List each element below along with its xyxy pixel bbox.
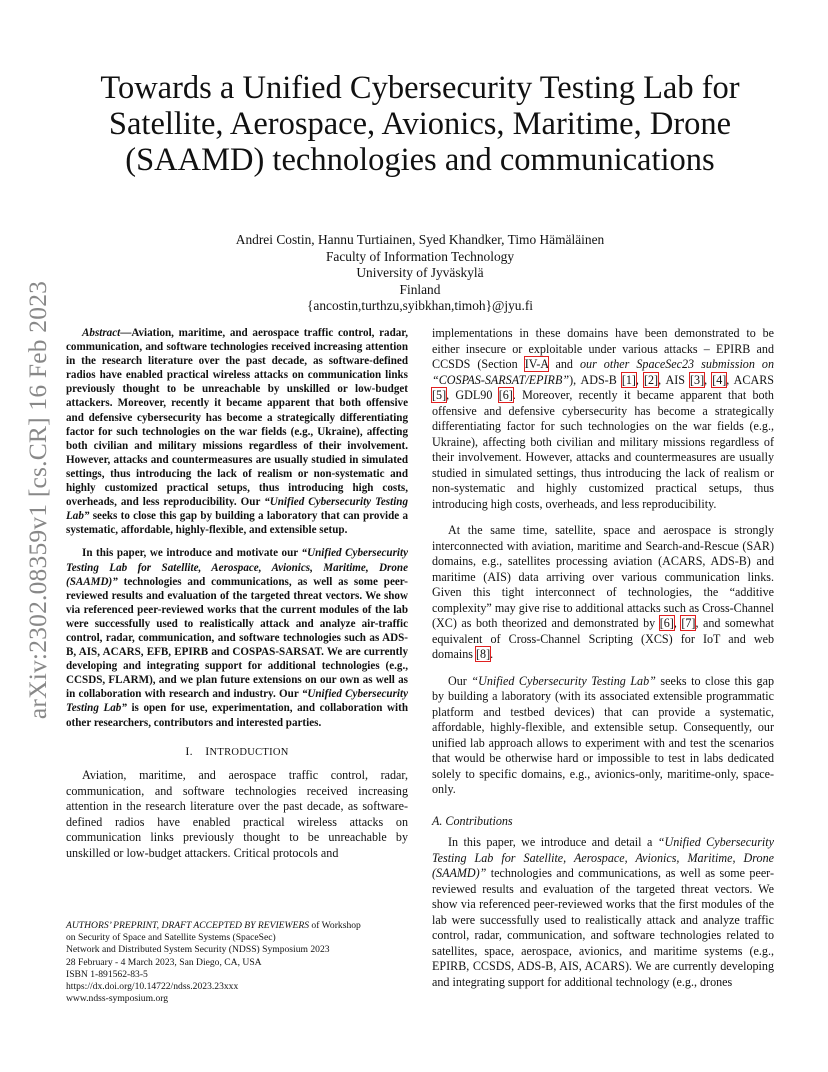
right-paragraph-4 [432,835,774,990]
section-number: I. [185,743,193,758]
citation-link-3[interactable]: [3] [690,372,705,387]
footnote-line-1 [66,920,408,932]
citation-link-2[interactable]: [2] [643,372,659,387]
intro-paragraph-1: Aviation, maritime, and aerospace traffic control, radar, communication, and software technologies received increasing attention in the research literature over the past decade, as software-defined radios have enabled practical wireless attacks on communication links previously thought to be unreachable by unskilled or low-budget attackers. Critical protocols and [66,768,408,860]
footnote-doi-link[interactable]: https://dx.doi.org/10.14722/ndss.2023.23xxx [66,981,239,993]
author-emails[interactable]: {ancostin,turthzu,syibkhan,timoh}@jyu.fi [306,298,534,314]
text: Our [448,673,472,688]
footnote-lead: AUTHORS’ PREPRINT, DRAFT ACCEPTED BY REVIEWERS [66,920,310,931]
italic-lab-title: “Unified Cybersecurity Testing Lab for Satellite, Aerospace, Avionics, Maritime, Drone (SAAMD)” [432,835,774,880]
text: At the same time, satellite, space and aerospace is strongly interconnected with aviation, maritime and Search-and-Rescue (SAR) domains, e.g., satellites processing aviation (ACARS, ADS-B) and maritime (AIS) data arriving over various communication links. Given this tight interconnect of technologies, the “additive complexity” may give rise to additional attacks such as Cross-Channel (XC) as both theorized and demonstrated by [432,523,774,630]
footnote [66,920,408,1005]
abstract-text-1: Aviation, maritime, and aerospace traffic control, radar, communication, and software technologies received increasing attention in the research literature over the past decade, as software-defined radios have enabled practical wireless attacks on communication links previously thought to be unreachable by unskilled or low-budget attackers. Moreover, recently it became apparent that both offensive and defensive cybersecurity has become a strategically differentiating factor for such technologies on the war fields (e.g., Ukraine), affecting both civilian and military missions regardless of their involvement. However, attacks and countermeasures are usually studied in simulated settings, thus introducing the lack of realism or non-systematic and highly customized practical setups, thus introducing high costs, overheads, and less reproducibility. Our [66,327,408,509]
text: ), ADS-B [569,372,622,387]
text: . Moreover, recently it became apparent that both offensive and defensive cybersecurity has become a strategically differentiating factor for such technologies on the war fields (e.g., Ukraine), affecting both civilian and military missions regardless of their involvement. However, attacks and countermeasures are usually studied in simulated settings, thus introducing the lack of realism or non-systematic and highly customized practical setups, thus introducing high costs, overheads, and less reproducibility. [432,388,774,511]
text: , ACARS [726,372,775,387]
paper-title [70,70,770,178]
citation-link-7[interactable]: [7] [681,616,696,630]
italic-lab-name: “Unified Cybersecurity Testing Lab” [471,673,656,688]
text: , AIS [658,372,691,387]
text: , and somewhat equivalent of Cross-Channel Scripting (XCS) for IoT and web domains [432,616,775,661]
right-paragraph-3 [432,674,774,798]
footnote-line-3: Network and Distributed System Security (NDSS) Symposium 2023 [66,944,330,956]
title-line-1: Towards a Unified Cybersecurity Testing Lab for [100,70,740,106]
title-line-3: (SAAMD) technologies and communications [125,142,715,178]
section-title-rest: NTRODUCTION [209,746,289,758]
arxiv-margin [8,280,68,720]
affiliation-university: University of Jyväskylä [356,265,484,281]
affiliation-faculty: Faculty of Information Technology [325,248,515,264]
subsection-heading-contributions: A. Contributions [432,813,513,828]
abstract-lab-name-2: “Unified Cybersecurity Testing Lab” [66,688,409,715]
footnote-line-5: ISBN 1-891562-83-5 [66,968,148,980]
footnote-of: of Workshop [309,920,361,931]
abstract-lab-title: “Unified Cybersecurity Testing Lab for Satellite, Aerospace, Avionics, Maritime, Drone (SAAMD)” [66,547,409,588]
citation-link-5[interactable]: [5] [432,388,447,402]
citation-link-6b[interactable]: [6] [659,616,674,630]
italic-text: our other SpaceSec23 submission on “COSPAS-SARSAT/EPIRB” [432,357,775,387]
affiliation-country: Finland [399,281,441,297]
footnote-line-4: 28 February - 4 March 2023, San Diego, CA, USA [66,956,262,968]
abstract-lab-name: “Unified Cybersecurity Testing Lab” [66,496,408,523]
title-line-2: Satellite, Aerospace, Avionics, Maritime, Drone [108,106,732,142]
text: , GDL90 [446,388,499,402]
left-column [66,326,408,861]
text: implementations in these domains have been demonstrated to be either insecure or exploitable under various attacks – EPIRB and CCSDS (Section [432,326,774,371]
abstract-label: Abstract [82,327,121,339]
arxiv-identifier[interactable]: arXiv:2302.08359v1 [cs.CR] 16 Feb 2023 [23,280,52,720]
citation-link-1[interactable]: [1] [621,372,636,387]
citation-link-6[interactable]: [6] [498,388,513,402]
abstract-dash: — [120,327,132,339]
abstract-paragraph-1 [66,326,408,537]
text: seeks to close this gap by building a laboratory (with its associated extensible programmatic platform and testbed devices) that can provide a systematic, affordable, highly-flexible, and extensible setup. Consequently, our unified lab approach allows to experiment with and test the scenarios that would be otherwise hard or impossible to test in labs dedicated solely to specific domains, e.g., avionics-only, maritime-only, space-only. [432,673,774,796]
author-block [120,232,720,315]
abstract-text-2b: technologies and communications, as well as some peer-reviewed results and evaluation of the targeted threat vectors. We show via referenced peer-reviewed works that the current modules of the lab were successfully used to realistically attack and analyze air-traffic control, radar, communication, and software technologies such as ADS-B, AIS, ACARS, EFB, EPIRB and COSPAS-SARSAT. We are currently developing and integrating support for additional technologies (e.g., CCSDS, FLARM), and we plan future extensions on our own as well as in collaboration with research and industry. Our [66,575,408,701]
abstract-text-2c: is open for use, experimentation, and collaboration with other researchers, contributors and interested parties. [66,702,409,729]
right-paragraph-2: At the same time, satellite, space and aerospace is strongly interconnected with aviation, maritime and Search-and-Rescue (SAR) domains, e.g., satellites processing aviation (ACARS, ADS-B) and maritime (AIS) data arriving over various communication links. Given this tight interconnect of technologies, the “additive complexity” may give rise to additional attacks such as Cross-Channel (XC) as both theorized and demonstrated by [6], [7], and somewhat equivalent of Cross-Channel Scripting (XCS) for IoT and web domains [8]. [432,523,775,661]
right-column [432,326,774,990]
section-heading-introduction [66,744,408,761]
citation-link-4[interactable]: [4] [712,372,727,387]
text: and [548,357,580,371]
footnote-website-link[interactable]: www.ndss-symposium.org [66,993,169,1005]
abstract-paragraph-2 [66,546,408,729]
abstract-text-2a: In this paper, we introduce and motivate our [82,547,302,560]
author-names: Andrei Costin, Hannu Turtiainen, Syed Khandker, Timo Hämäläinen [235,232,605,247]
right-paragraph-1: implementations in these domains have been demonstrated to be either insecure or exploitable under various attacks – EPIRB and CCSDS (Section IV-A and our other SpaceSec23 submission on “COSPAS-SARSAT/EPIRB”), ADS-B [1], [2], AIS [3], [4], ACARS [5], GDL90 [6]. Moreover, recently it became apparent that both offensive and defensive cybersecurity has become a strategically differentiating factor for such technologies on the war fields (e.g., Ukraine), affecting both civilian and military missions regardless of their involvement. However, attacks and countermeasures are usually studied in simulated settings, thus introducing the lack of realism or non-systematic and highly customized practical setups, thus introducing high costs, overheads, and less reproducibility. [432,326,775,511]
abstract [66,326,408,730]
citation-link-8[interactable]: [8] [476,647,491,661]
section-ref-link[interactable]: IV-A [524,357,549,371]
abstract-text-1-end: seeks to close this gap by building a laboratory that can provide a systematic, affordable, highly-flexible, and extensible setup. [66,510,408,537]
section-title-first: I [205,743,210,758]
text: In this paper, we introduce and detail a [448,835,658,849]
footnote-line-2: on Security of Space and Satellite Systems (SpaceSec) [66,932,276,944]
text: technologies and communications, as well as some peer-reviewed results and evaluation of the targeted threat vectors. We show via referenced peer-reviewed works that the first modules of the lab were successfully used to realistically attack and analyze traffic control, radar, communication, and software technologies related to satellites, space, aerospace, avionics, and maritime systems (e.g., EPIRB, CCSDS, ADS-B, AIS, ACARS). We are currently developing and integrating support for additional technology (e.g., drones [432,866,774,989]
